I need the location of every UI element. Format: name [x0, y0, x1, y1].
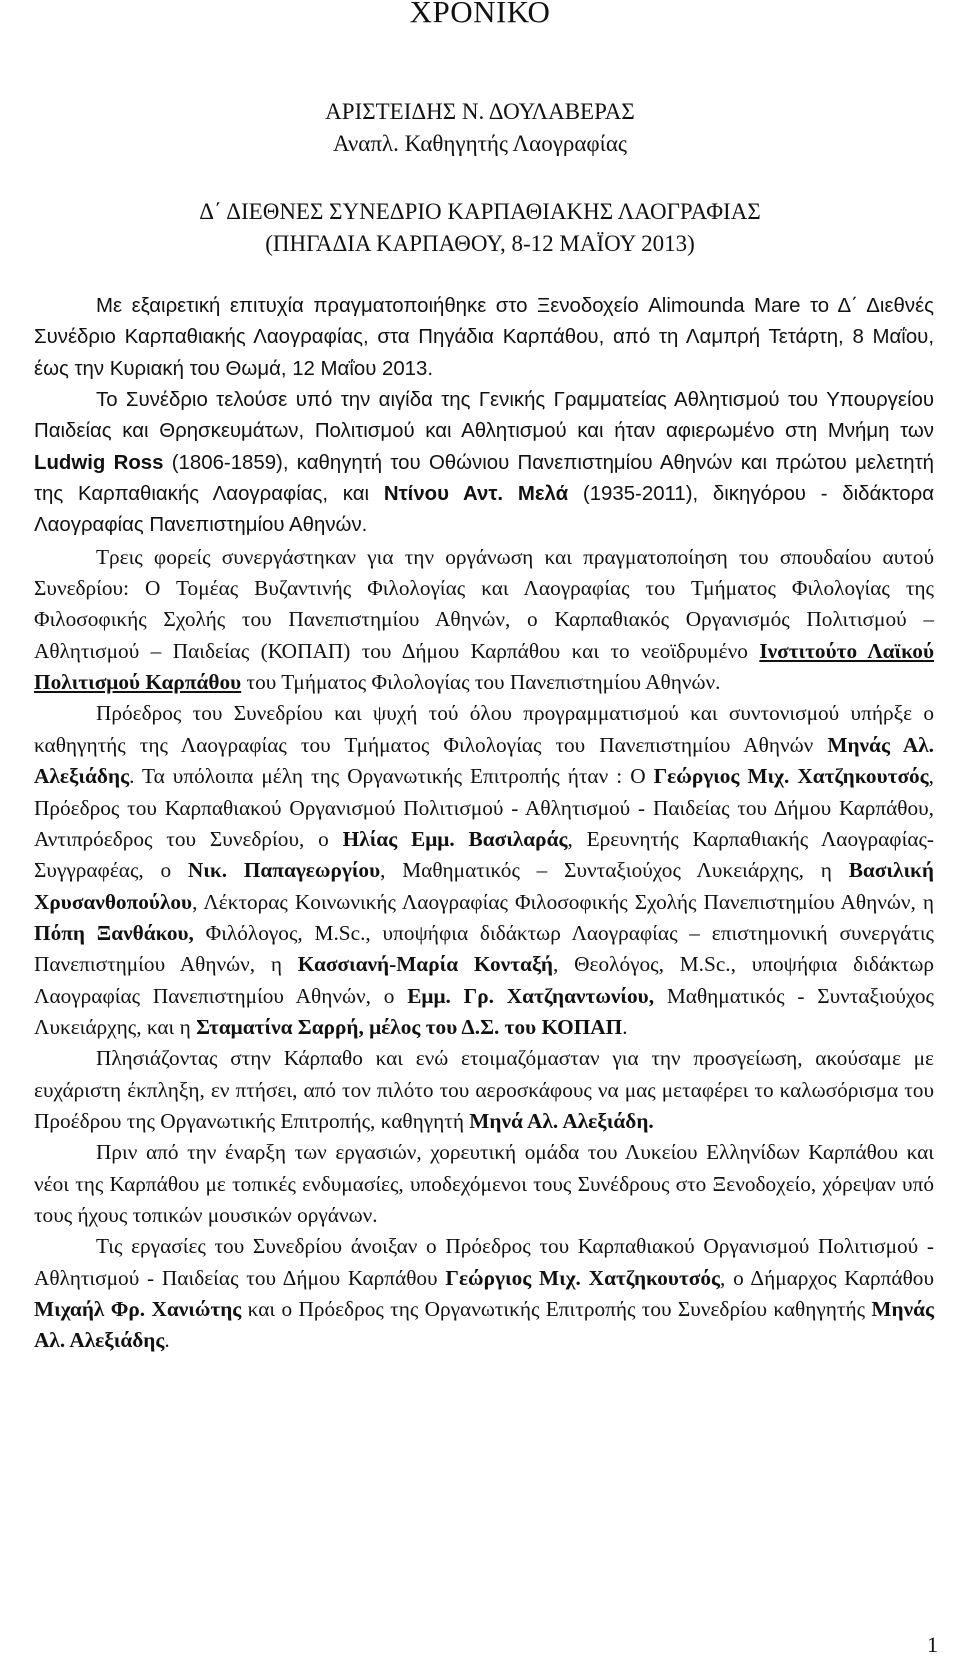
paragraph-2 [34, 385, 934, 542]
name-bold: Μηνά Αλ. Αλεξιάδη. [469, 1108, 654, 1133]
paragraph-4-text: . [622, 1014, 628, 1039]
paragraph-4-text: Πρόεδρος του Συνεδρίου και ψυχή τού όλου προγραμματισμού και συντονισμού υπήρξε ο καθηγητής της Λαογραφίας του Τμήματος Φιλολογίας του Πανεπιστημίου Αθηνών [34, 701, 934, 757]
conference-title [0, 196, 960, 260]
paragraph-3 [34, 542, 934, 699]
name-bold: Εμμ. Γρ. Χατζηαντωνίου, [407, 983, 655, 1008]
name-bold: Μηνάς Αλ. Αλεξιάδης [34, 732, 934, 789]
page-number: 1 [927, 1632, 938, 1657]
name-bold: Πόπη Ξανθάκου, [34, 920, 194, 945]
name-bold: Μιχαήλ Φρ. Χανιώτης [34, 1297, 242, 1321]
paragraph-4-text: , Πρόεδρος του Καρπαθιακού Οργανισμού Πολιτισμού - Αθλητισμού - Παιδείας του Δήμου Καρπάθου, Αντιπρόεδρος του Συνεδρίου, ο [34, 764, 934, 851]
author-block [0, 96, 960, 160]
name-bold: Νικ. Παπαγεωργίου [187, 858, 381, 883]
paragraph-7-text: . [164, 1328, 170, 1353]
paragraph-4-text: Φιλόλογος, M.Sc., υποψήφια διδάκτωρ Λαογραφίας – επιστημονική συνεργάτις Πανεπιστημίου Αθηνών, η [34, 920, 934, 977]
name-bold: Βασιλική Χρυσανθοπούλου [34, 858, 934, 914]
paragraph-7 [34, 1231, 934, 1356]
paragraph-7-text: και ο Πρόεδρος της Οργανωτικής Επιτροπής του Συνεδρίου καθηγητής [241, 1297, 872, 1321]
name-bold: Γεώργιος Μιχ. Χατζηκουτσός [653, 764, 929, 789]
name-ntinos-melas: Ντίνου Αντ. Μελά [383, 483, 569, 506]
paragraph-5-text: Πλησιάζοντας στην Κάρπαθο και ενώ ετοιμαζόμασταν για την προσγείωση, ακούσαμε με ευχάριστη έκπληξη, εν πτήσει, από τον πιλότο του αεροσκάφους να μας μεταφέρει το καλωσόρισμα του Προέδρου της Οργανωτικής Επιτροπής, καθηγητή [34, 1046, 934, 1133]
name-bold: Κασσιανή-Μαρία Κονταξή [297, 952, 554, 977]
section-title: ΧΡΟΝΙΚΟ [409, 0, 551, 29]
paragraph-4-text: . Τα υπόλοιπα μέλη της Οργανωτικής Επιτροπής ήταν : Ο [129, 764, 654, 789]
paragraph-3-text: Τρεις φορείς συνεργάστηκαν για την οργάνωση και πραγματοποίηση του σπουδαίου αυτού Συνεδρίου: Ο Τομέας Βυζαντινής Φιλολογίας και Λαογραφίας του Τμήματος Φιλολογίας της Φιλοσοφικής Σχολής του Πανεπιστημίου Αθηνών, ο Καρπαθιακός Οργανισμός Πολιτισμού – Αθλητισμού – Παιδείας (ΚΟΠΑΠ) του Δήμου Καρπάθου και το νεοϊδρυμένο [34, 544, 934, 663]
paragraph-4-text: , Λέκτορας Κοινωνικής Λαογραφίας Φιλοσοφικής Σχολής Πανεπιστημίου Αθηνών, η [192, 889, 934, 914]
name-bold: Σταματίνα Σαρρή, μέλος του Δ.Σ. του ΚΟΠΑΠ [196, 1014, 623, 1039]
paragraph-4-text: , Ερευνητής Καρπαθιακής Λαογραφίας-Συγγραφέας, ο [34, 826, 935, 883]
paragraph-4-text: , Μαθηματικός – Συνταξιούχος Λυκειάρχης, η [380, 858, 849, 883]
paragraph-2-text: Το Συνέδριο τελούσε υπό την αιγίδα της Γενικής Γραμματείας Αθλητισμού του Υπουργείου Παιδείας και Θρησκευμάτων, Πολιτισμού και Αθλητισμού και ήταν αφιερωμένο στη Μνήμη των [34, 389, 934, 443]
paragraph-2-text: (1935-2011), δικηγόρου - διδάκτορα Λαογραφίας Πανεπιστημίου Αθηνών. [34, 483, 934, 537]
name-ludwig-ross: Ludwig Ross [34, 451, 164, 474]
conference-title-line2: (ΠΗΓΑΔΙΑ ΚΑΡΠΑΘΟΥ, 8-12 ΜΑΪΟΥ 2013) [265, 231, 695, 256]
author-role: Αναπλ. Καθηγητής Λαογραφίας [332, 131, 628, 156]
paragraph-7-text: Τις εργασίες του Συνεδρίου άνοιξαν ο Πρόεδρος του Καρπαθιακού Οργανισμού Πολιτισμού - Αθλητισμού - Παιδείας του Δήμου Καρπάθου [34, 1234, 934, 1290]
name-bold: Γεώργιος Μιχ. Χατζηκουτσός [445, 1265, 720, 1290]
paragraph-4-text: Μαθηματικός - Συνταξιούχος Λυκειάρχης, και η [34, 983, 934, 1039]
paragraph-4-text: , Θεολόγος, M.Sc., υποψήφια διδάκτωρ Λαογραφίας Πανεπιστημίου Αθηνών, ο [34, 952, 935, 1008]
article-body [34, 291, 934, 1357]
paragraph-3-text: του Τμήματος Φιλολογίας του Πανεπιστημίου Αθηνών. [241, 670, 721, 695]
name-bold: Ηλίας Εμμ. Βασιλαράς [342, 826, 568, 851]
institute-name: Ινστιτούτο Λαϊκού Πολιτισμού Καρπάθου [34, 638, 935, 695]
paragraph-7-text: , ο Δήμαρχος Καρπάθου [720, 1265, 934, 1290]
name-bold: Μηνάς Αλ. Αλεξιάδης [34, 1297, 935, 1353]
paragraph-1: Με εξαιρετική επιτυχία πραγματοποιήθηκε στο Ξενοδοχείο Alimounda Mare το Δ΄ Διεθνές Συνέδριο Καρπαθιακής Λαογραφίας, στα Πηγάδια Καρπάθου, από τη Λαμπρή Τετάρτη, 8 Μαΐου, έως την Κυριακή του Θωμά, 12 Μαΐου 2013. [34, 295, 934, 380]
paragraph-6: Πριν από την έναρξη των εργασιών, χορευτική ομάδα του Λυκείου Ελληνίδων Καρπάθου και νέοι της Καρπάθου με τοπικές ενδυμασίες, υποδεχόμενοι τους Συνέδρους στο Ξενοδοχείο, χόρεψαν υπό τους ήχους τοπικών μουσικών οργάνων. [34, 1140, 934, 1227]
paragraph-2-text: (1806-1859), καθηγητή του Οθώνιου Πανεπιστημίου Αθηνών και πρώτου μελετητή της Καρπαθιακής Λαογραφίας, και [34, 451, 934, 506]
paragraph-4 [34, 698, 934, 1043]
conference-title-line1: Δ΄ ΔΙΕΘΝΕΣ ΣΥΝΕΔΡΙΟ ΚΑΡΠΑΘΙΑΚΗΣ ΛΑΟΓΡΑΦΙΑΣ [199, 199, 761, 224]
author-name: ΑΡΙΣΤΕΙΔΗΣ Ν. ΔΟΥΛΑΒΕΡΑΣ [325, 99, 635, 124]
paragraph-5 [34, 1043, 934, 1137]
